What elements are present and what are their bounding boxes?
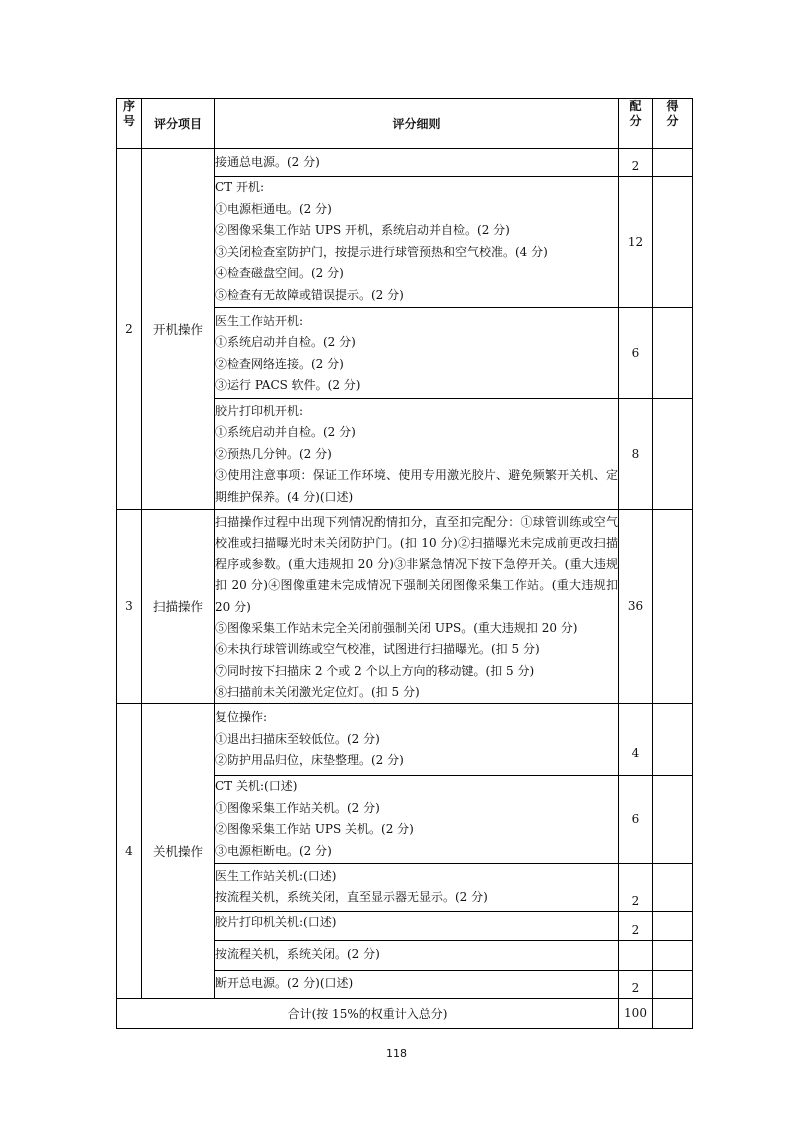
points-cell: 6: [619, 776, 653, 863]
section-item: 关机操作: [142, 704, 215, 998]
points-cell: 4: [619, 704, 653, 776]
section-seq: 3: [117, 509, 142, 704]
points-cell: 2: [619, 863, 653, 911]
section-seq: 4: [117, 704, 142, 998]
score-input-cell[interactable]: [653, 911, 693, 940]
header-seq: 序 号: [117, 99, 142, 149]
detail-cell: 医生工作站关机:(口述) 按流程关机，系统关闭，直至显示器无显示。(2 分): [215, 863, 619, 911]
page-number: 118: [386, 1047, 407, 1060]
score-input-cell[interactable]: [653, 704, 693, 776]
score-input-cell[interactable]: [653, 863, 693, 911]
score-input-cell[interactable]: [653, 970, 693, 998]
header-score: 得 分: [653, 99, 693, 149]
score-input-cell[interactable]: [653, 177, 693, 308]
section-item: 开机操作: [142, 149, 215, 510]
table-row: [117, 704, 693, 776]
total-points: 100: [619, 998, 653, 1028]
total-row: [117, 998, 693, 1028]
detail-cell: 胶片打印机关机:(口述): [215, 911, 619, 940]
section-item: 扫描操作: [142, 509, 215, 704]
detail-cell: 接通总电源。(2 分): [215, 149, 619, 177]
scoring-table: [116, 98, 693, 1029]
points-cell: 36: [619, 509, 653, 704]
total-label: 合计(按 15%的权重计入总分): [117, 998, 619, 1028]
score-input-cell[interactable]: [653, 509, 693, 704]
score-input-cell[interactable]: [653, 776, 693, 863]
header-item: 评分项目: [142, 99, 215, 149]
points-cell: 12: [619, 177, 653, 308]
header-points: 配 分: [619, 99, 653, 149]
header-detail: 评分细则: [215, 99, 619, 149]
points-cell: 2: [619, 970, 653, 998]
table-row: [117, 149, 693, 177]
detail-cell: CT 开机: ①电源柜通电。(2 分) ②图像采集工作站 UPS 开机，系统启动并自检。(2 分) ③关闭检查室防护门，按提示进行球管预热和空气校准。(4 分) ④检查磁盘空间。(2 分) ⑤检查有无故障或错误提示。(2 分): [215, 177, 619, 308]
detail-cell: 胶片打印机开机: ①系统启动并自检。(2 分) ②预热几分钟。(2 分) ③使用注意事项：保证工作环境、使用专用激光胶片、避免频繁开关机、定期维护保养。(4 分)(口述): [215, 398, 619, 509]
score-input-cell[interactable]: [653, 940, 693, 970]
points-cell: 2: [619, 149, 653, 177]
detail-cell: 复位操作: ①退出扫描床至较低位。(2 分) ②防护用品归位，床垫整理。(2 分): [215, 704, 619, 776]
total-score-cell[interactable]: [653, 998, 693, 1028]
detail-cell: 按流程关机，系统关闭。(2 分): [215, 940, 619, 970]
score-input-cell[interactable]: [653, 149, 693, 177]
points-cell: 2: [619, 911, 653, 940]
section-seq: 2: [117, 149, 142, 510]
points-cell: 6: [619, 307, 653, 398]
detail-cell: 断开总电源。(2 分)(口述): [215, 970, 619, 998]
score-input-cell[interactable]: [653, 398, 693, 509]
detail-cell: 医生工作站开机: ①系统启动并自检。(2 分) ②检查网络连接。(2 分) ③运行 PACS 软件。(2 分): [215, 307, 619, 398]
header-row: [117, 99, 693, 149]
points-cell: 8: [619, 398, 653, 509]
table-row: [117, 509, 693, 704]
detail-cell: 扫描操作过程中出现下列情况酌情扣分，直至扣完配分：①球管训练或空气校准或扫描曝光时未关闭防护门。(扣 10 分)②扫描曝光未完成前更改扫描程序或参数。(重大违规扣 20 分)③非紧急情况下按下急停开关。(重大违规扣 20 分)④图像重建未完成情况下强制关闭图像采集工作站。(重大违规扣20 分) ⑤图像采集工作站未完全关闭前强制关闭 UPS。(重大违规扣 20 分) ⑥未执行球管训练或空气校准，试图进行扫描曝光。(扣 5 分) ⑦同时按下扫描床 2 个或 2 个以上方向的移动键。(扣 5 分) ⑧扫描前未关闭激光定位灯。(扣 5 分): [215, 509, 619, 704]
score-input-cell[interactable]: [653, 307, 693, 398]
detail-cell: CT 关机:(口述) ①图像采集工作站关机。(2 分) ②图像采集工作站 UPS 关机。(2 分) ③电源柜断电。(2 分): [215, 776, 619, 863]
points-cell: [619, 940, 653, 970]
